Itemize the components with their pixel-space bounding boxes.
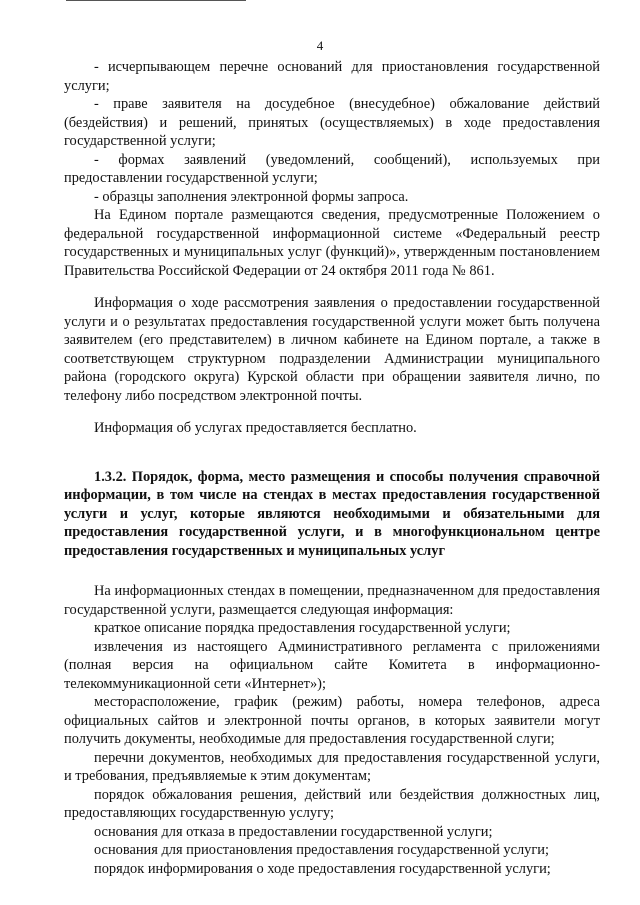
top-rule [66,0,246,1]
page-number: 4 [316,38,324,53]
list-item-grounds-suspension: - исчерпывающем перечне оснований для приостановления государственной услуги; [64,59,600,94]
stand-item-appeal-procedure: порядок обжалования решения, действий или бездействия должностных лиц, предоставляющих государственную услугу; [64,786,600,821]
list-item-appeal-right: - праве заявителя на досудебное (внесудебное) обжалование действий (бездействия) и решений, принятых (осуществляемых) в ходе предоставления государственной услуги; [64,96,600,149]
stand-item-location: месторасположение, график (режим) работы, номера телефонов, адреса официальных сайтов и электронной почты органов, в которых заявители могут получить документы, необходимые для предоставления государственной слуги; [64,694,600,747]
list-item-application-forms: - формах заявлений (уведомлений, сообщений), используемых при предоставлении государственной услуги; [64,151,600,186]
section-heading: 1.3.2. Порядок, форма, место размещения и способы получения справочной информации, в том числе на стендах в местах предоставления государственной услуги и услуг, которые являются необходимыми и обязательными для предоставления государственной услуги, и в многофункциональном центре предоставления государственных и муниципальных услуг [64,468,600,559]
stand-item-refusal-grounds: основания для отказа в предоставлении государственной услуги; [94,823,493,840]
stand-item-suspension-grounds: основания для приостановления предоставления государственной услуги; [94,842,549,858]
stand-item-description: краткое описание порядка предоставления государственной услуги; [94,620,511,636]
paragraph-free-service: Информация об услугах предоставляется бесплатно. [94,420,417,436]
paragraph-progress-info: Информация о ходе рассмотрения заявления о предоставлении государственной услуги и о результатах предоставления государственной услуги может быть получена заявителем (его представителем) в личном кабинете на Едином портале, а также в соответствующем структурном подразделении Администрации муниципального района (городского округа) Курской области при обращении заявителя лично, по телефону либо посредством электронной почты. [64,295,600,404]
stand-item-excerpts: извлечения из настоящего Административного регламента с приложениями (полная версия на официальном сайте Комитета в информационно-телекоммуникационной сети «Интернет»); [64,638,600,692]
document-body [64,58,600,878]
paragraph-portal-info: На Едином портале размещаются сведения, предусмотренные Положением о федеральной государственной информационной системе «Федеральный реестр государственных и муниципальных услуг (функций)», утвержденным постановлением Правительства Российской Федерации от 24 октября 2011 года № 861. [64,207,600,279]
paragraph-stand-intro: На информационных стендах в помещении, предназначенном для предоставления государственной услуги, размещается следующая информация: [64,583,600,618]
stand-item-documents: перечни документов, необходимых для предоставления государственной услуги, и требования, предъявляемые к этим документам; [64,749,600,784]
stand-item-informing-procedure: порядок информирования о ходе предоставления государственной услуги; [94,860,551,877]
list-item-form-samples: - образцы заполнения электронной формы запроса. [94,188,409,205]
